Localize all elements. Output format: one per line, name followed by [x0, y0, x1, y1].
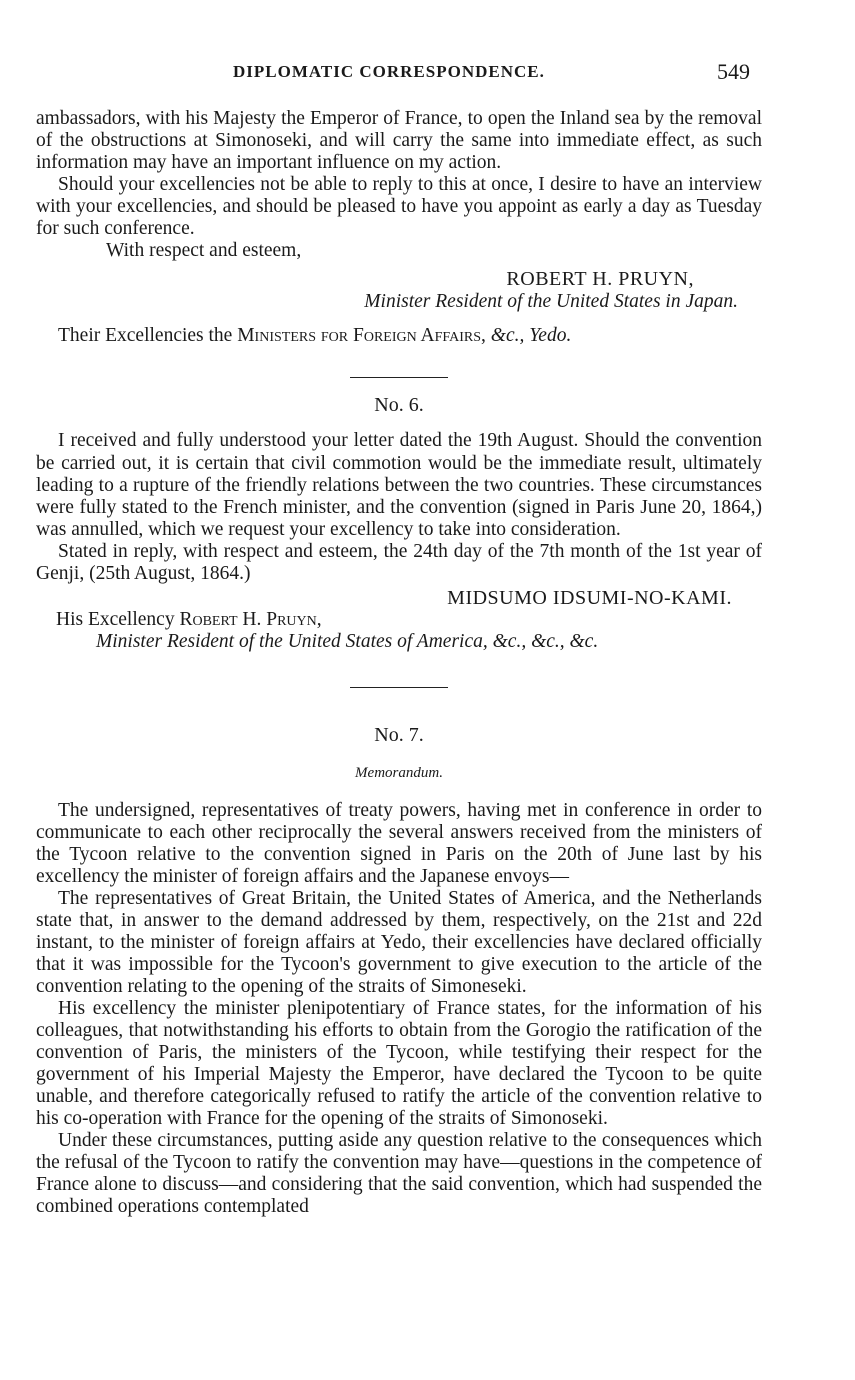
addressee	[36, 609, 762, 631]
letter-no-5-continuation	[36, 108, 762, 347]
section-divider	[350, 377, 448, 378]
addressee-prefix: Their Excellencies the	[58, 324, 238, 346]
addressee-office: Ministers for Foreign Affairs,	[237, 324, 486, 346]
memorandum-title: Memorandum.	[355, 764, 443, 781]
running-head: DIPLOMATIC CORRESPONDENCE.	[233, 62, 545, 81]
addressee-name: Robert H. Pruyn,	[179, 609, 322, 631]
paragraph: The undersigned, representatives of treaty powers, having met in conference in order to communicate to each other reciprocally the several answers received from the ministers of the Tycoon relative to the convention signed in Paris on the 20th of June last by his excellency the minister of foreign affairs and the Japanese envoys—	[36, 799, 762, 887]
addressee-prefix: His Excellency	[56, 609, 180, 631]
signature-name: ROBERT H. PRUYN,	[506, 268, 694, 291]
signature-title: Minister Resident of the United States in Japan.	[364, 290, 738, 312]
document-no-7	[36, 724, 762, 1218]
addressee	[36, 325, 762, 347]
document-no-6	[36, 394, 762, 653]
signature-name: MIDSUMO IDSUMI-NO-KAMI.	[447, 586, 732, 609]
page-body	[36, 108, 762, 1218]
addressee-title: Minister Resident of the United States of America, &c., &c., &c.	[96, 631, 599, 653]
document-number: No. 6.	[374, 393, 424, 416]
page-number: 549	[717, 59, 750, 84]
paragraph: ambassadors, with his Majesty the Emperor of France, to open the Inland sea by the removal of the obstructions at Simonoseki, and will carry the same into immediate effect, as such information may have an important influence on my action.	[36, 108, 762, 174]
paragraph: The representatives of Great Britain, the United States of America, and the Netherlands state that, in answer to the demand addressed by them, respectively, on the 21st and 22d instant, to the minister of foreign affairs at Yedo, their excellencies have declared officially that it was impossible for the Tycoon's government to give execution to the article of the convention relating to the opening of the straits of Simoneseki.	[36, 888, 762, 998]
section-divider	[350, 687, 448, 688]
paragraph: Stated in reply, with respect and esteem, the 24th day of the 7th month of the 1st year of Genji, (25th August, 1864.)	[36, 540, 762, 584]
paragraph: Should your excellencies not be able to reply to this at once, I desire to have an interview with your excellencies, and should be pleased to have you appoint as early a day as Tuesday for such conference.	[36, 174, 762, 240]
page-header	[0, 60, 855, 90]
paragraph: Under these circumstances, putting aside any question relative to the consequences which the refusal of the Tycoon to ratify the convention may have—questions in the competence of France alone to discuss—and considering that the said convention, which had suspended the combined operations contemplated	[36, 1130, 762, 1218]
paragraph: I received and fully understood your letter dated the 19th August. Should the convention be carried out, it is certain that civil commotion would be the immediate result, ultimately leading to a rupture of the friendly relations between the two countries. These circumstances were fully stated to the French minister, and the convention (signed in Paris June 20, 1864,) was annulled, which we request your excellency to take into consideration.	[36, 430, 762, 540]
addressee-suffix: &c., Yedo.	[485, 324, 572, 346]
paragraph: His excellency the minister plenipotentiary of France states, for the information of his colleagues, that notwithstanding his efforts to obtain from the Gorogio the ratification of the convention of Paris, the ministers of the Tycoon, while testifying their respect for the government of his Imperial Majesty the Emperor, have declared the Tycoon to be quite unable, and therefore categorically refused to ratify the article of the convention relative to his co-operation with France for the opening of the straits of Simonoseki.	[36, 998, 762, 1130]
document-number: No. 7.	[374, 724, 424, 747]
closing-salutation: With respect and esteem,	[106, 240, 302, 262]
